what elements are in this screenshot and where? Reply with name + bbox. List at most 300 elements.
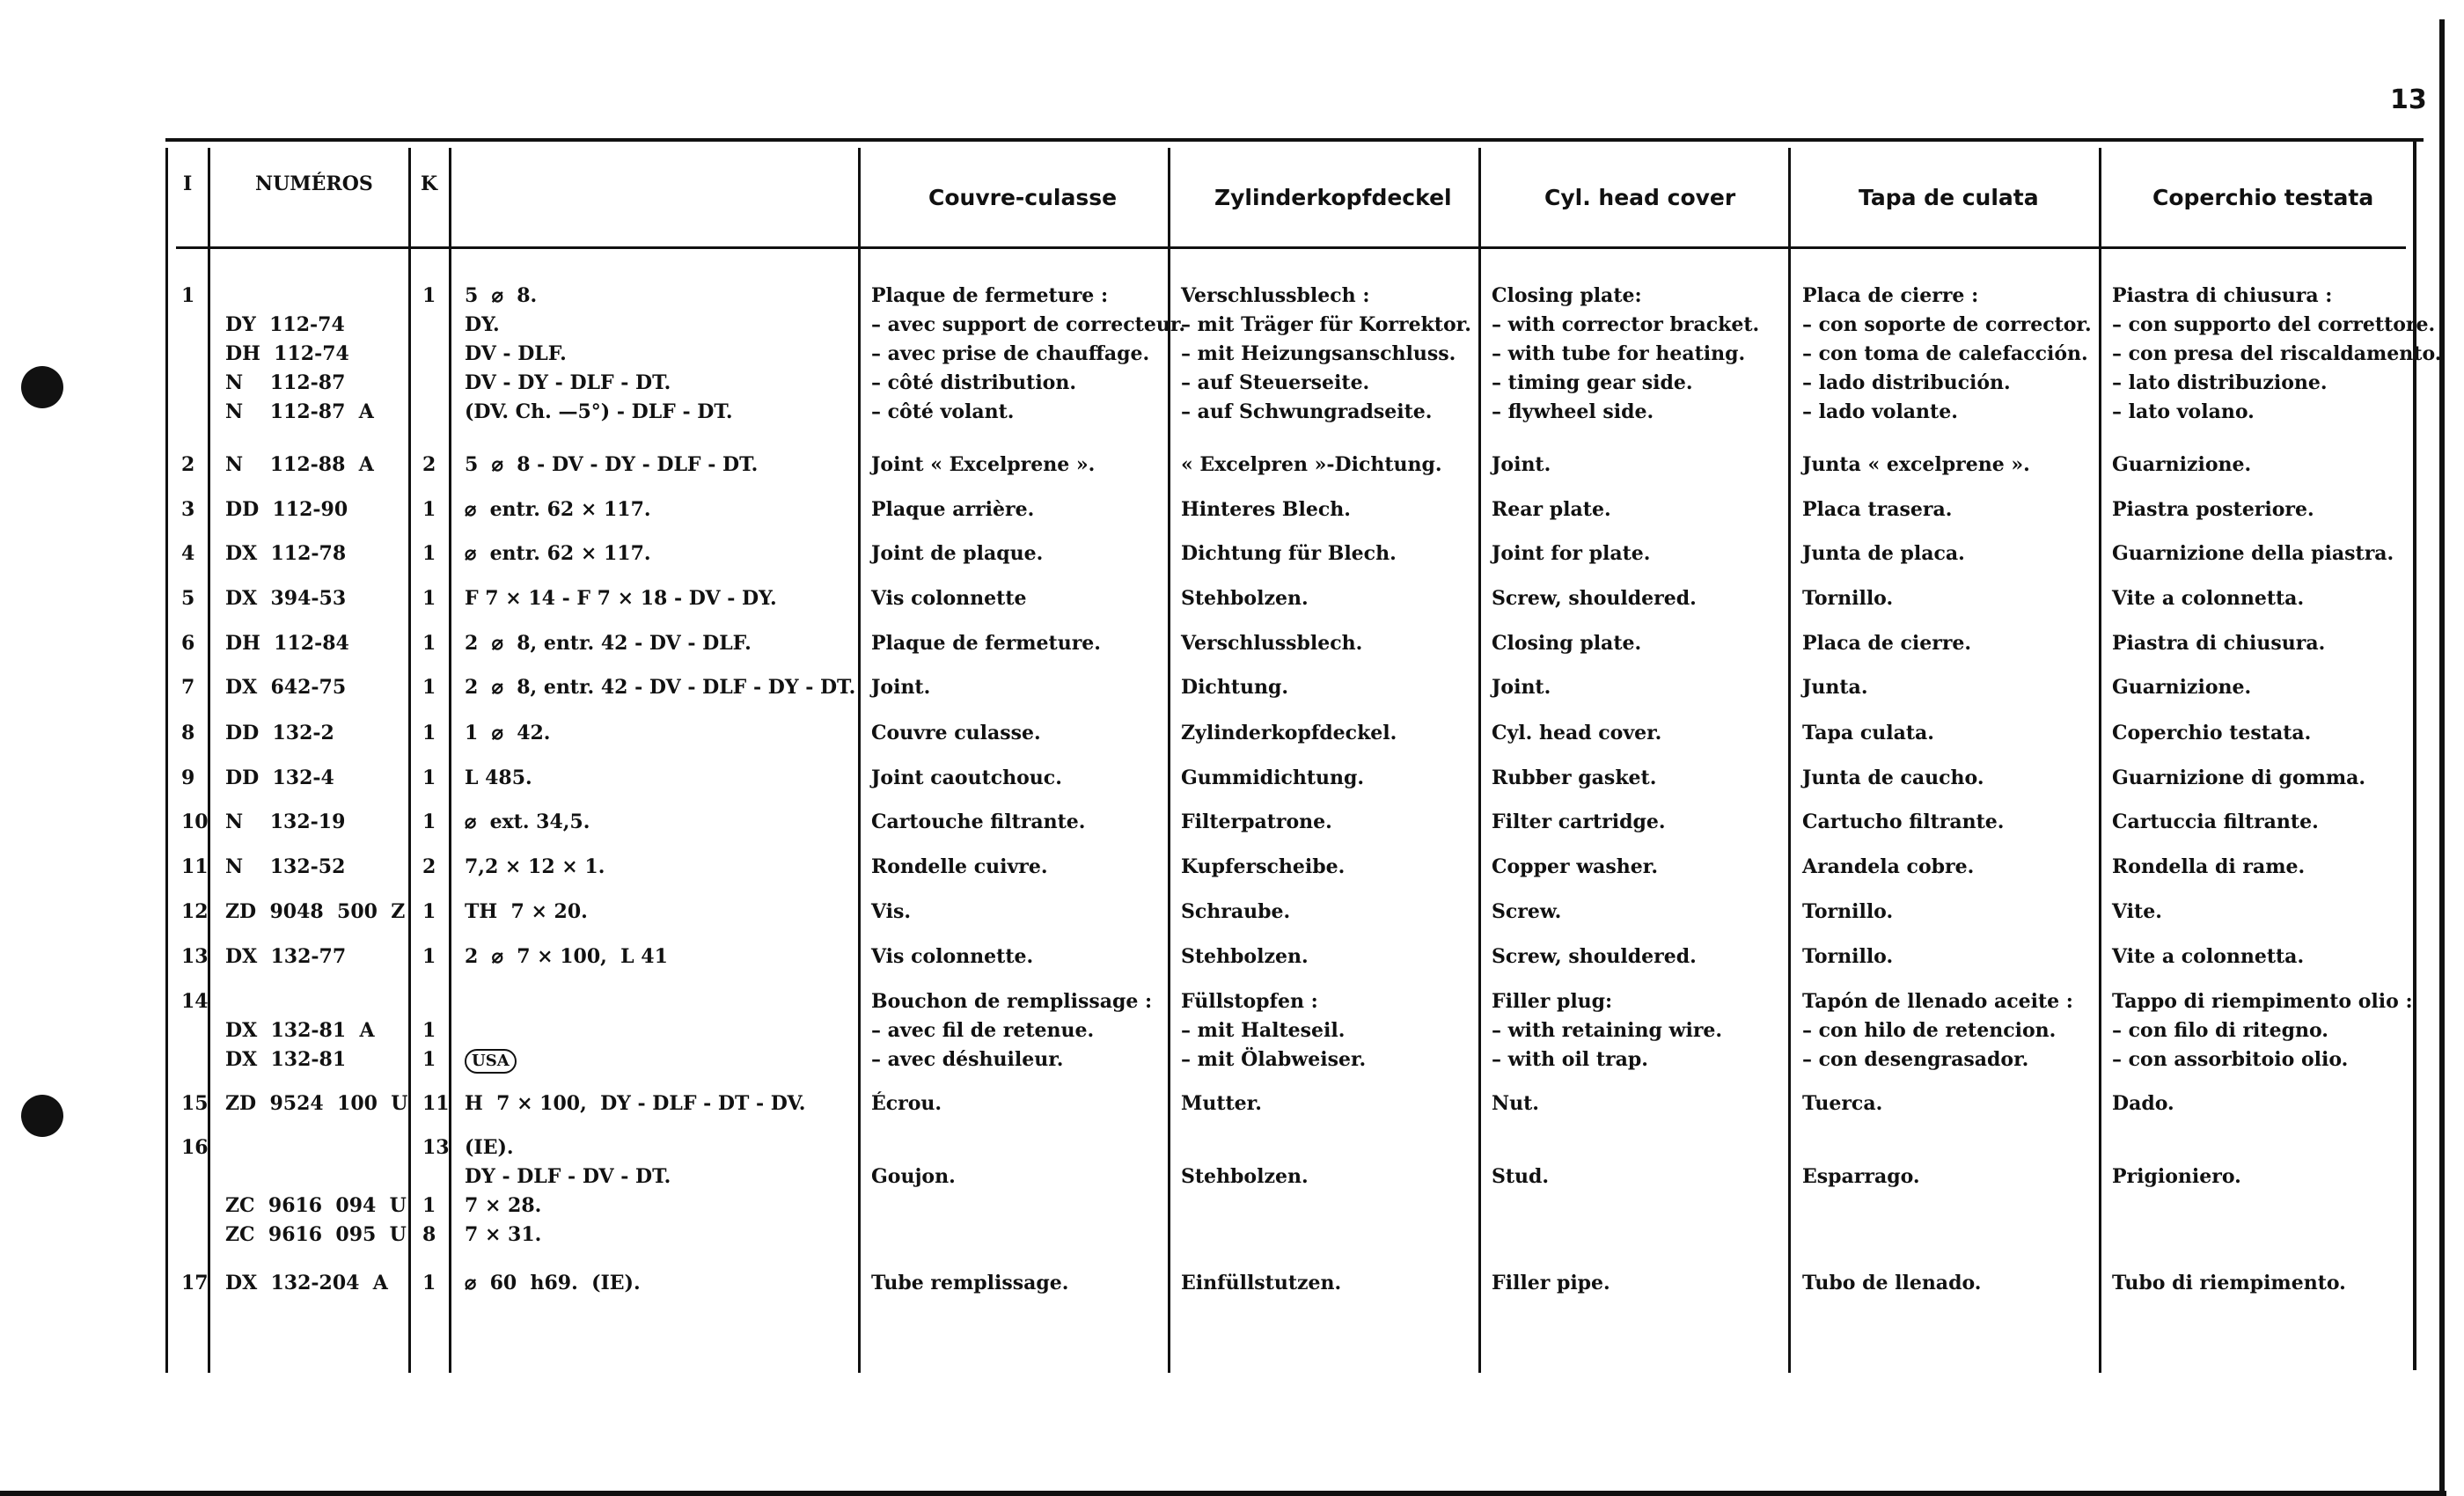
part-number-line: DX 132-204 A bbox=[225, 1272, 388, 1294]
description-german bbox=[1181, 673, 1288, 702]
row-index-line: 16 bbox=[181, 1136, 209, 1159]
column-rule bbox=[1788, 148, 1791, 1373]
header-spanish: Tapa de culata bbox=[1859, 185, 2039, 210]
description-spanish-line: Junta de placa. bbox=[1802, 542, 1965, 565]
page-edge-right bbox=[2439, 19, 2445, 1492]
description-french bbox=[871, 719, 1041, 748]
description-french bbox=[871, 808, 1085, 837]
part-number-line: DD 132-2 bbox=[225, 722, 334, 744]
description-english-line: Closing plate: bbox=[1492, 284, 1642, 307]
description-spanish bbox=[1802, 1269, 1981, 1298]
description-italian bbox=[2112, 539, 2394, 568]
row-index-line: 12 bbox=[181, 900, 209, 923]
row-index-line: 11 bbox=[181, 855, 209, 878]
specification bbox=[465, 495, 651, 524]
specification-line: 7 × 31. bbox=[465, 1223, 542, 1246]
description-english bbox=[1492, 764, 1656, 793]
description-italian bbox=[2112, 673, 2251, 702]
description-french-line: Tube remplissage. bbox=[871, 1272, 1069, 1294]
description-german-line: Mutter. bbox=[1181, 1092, 1262, 1115]
row-index bbox=[181, 282, 194, 311]
part-number-line: N 112-88 A bbox=[225, 453, 374, 476]
quantity-line: 2 bbox=[422, 855, 436, 878]
quantity-line: 1 bbox=[422, 1272, 436, 1294]
header-index: I bbox=[183, 172, 193, 195]
description-spanish bbox=[1802, 673, 1867, 702]
column-rule bbox=[858, 148, 861, 1373]
description-german-line: Gummidichtung. bbox=[1181, 766, 1365, 789]
quantity bbox=[422, 853, 436, 882]
quantity bbox=[422, 1269, 436, 1298]
specification bbox=[465, 808, 590, 837]
description-german-line: Füllstopfen : bbox=[1181, 990, 1318, 1013]
part-number-line bbox=[225, 987, 375, 1016]
description-german-line: Stehbolzen. bbox=[1181, 1165, 1309, 1188]
specification-line: 5 ⌀ 8. bbox=[465, 284, 538, 307]
header-numeros: NUMÉROS bbox=[255, 172, 373, 195]
description-german-line: Zylinderkopfdeckel. bbox=[1181, 722, 1397, 744]
part-number-line: DH 112-84 bbox=[225, 632, 349, 655]
description-french bbox=[871, 764, 1062, 793]
description-german bbox=[1181, 451, 1442, 480]
description-french bbox=[871, 1089, 942, 1118]
description-english-line: – with oil trap. bbox=[1492, 1048, 1648, 1071]
quantity-line: 1 bbox=[422, 810, 436, 833]
table-left-border bbox=[165, 148, 168, 1373]
description-spanish bbox=[1802, 853, 1974, 882]
specification bbox=[465, 673, 855, 702]
description-italian-line: Rondella di rame. bbox=[2112, 855, 2306, 878]
description-german bbox=[1181, 987, 1366, 1074]
description-english bbox=[1492, 629, 1641, 658]
header-english: Cyl. head cover bbox=[1544, 185, 1736, 210]
column-rule bbox=[208, 148, 210, 1373]
description-french bbox=[871, 584, 1027, 613]
description-french bbox=[871, 942, 1033, 972]
part-number-line bbox=[225, 282, 374, 311]
row-index-line: 10 bbox=[181, 810, 209, 833]
description-english bbox=[1492, 987, 1722, 1074]
description-english-line: Filler plug: bbox=[1492, 990, 1613, 1013]
description-spanish-line: Placa trasera. bbox=[1802, 498, 1953, 521]
quantity-line: 1 bbox=[422, 587, 436, 610]
description-spanish bbox=[1802, 808, 2004, 837]
description-english-line: Stud. bbox=[1492, 1165, 1550, 1188]
part-number bbox=[225, 853, 345, 882]
description-german-line: « Excelpren »-Dichtung. bbox=[1181, 453, 1442, 476]
part-number-line: DX 132-77 bbox=[225, 945, 347, 968]
description-french-line: Vis colonnette bbox=[871, 587, 1027, 610]
description-italian-line: Guarnizione di gomma. bbox=[2112, 766, 2366, 789]
description-italian bbox=[2112, 808, 2319, 837]
description-spanish-line: Junta de caucho. bbox=[1802, 766, 1984, 789]
description-english bbox=[1492, 495, 1611, 524]
description-english bbox=[1492, 539, 1650, 568]
part-number-line: N 132-19 bbox=[225, 810, 346, 833]
description-french-line: Vis. bbox=[871, 900, 912, 923]
row-index bbox=[181, 898, 209, 927]
table-top-border bbox=[165, 138, 2424, 142]
description-german-line: Dichtung für Blech. bbox=[1181, 542, 1397, 565]
part-number bbox=[225, 898, 405, 927]
specification-line bbox=[465, 987, 517, 1016]
specification-line: (IE). bbox=[465, 1136, 514, 1159]
part-number-line: ZD 9524 100 U bbox=[225, 1092, 408, 1115]
description-spanish-line: Junta. bbox=[1802, 676, 1868, 699]
column-rule bbox=[408, 148, 411, 1373]
description-french bbox=[871, 539, 1043, 568]
quantity bbox=[422, 942, 436, 972]
part-number bbox=[225, 584, 346, 613]
quantity bbox=[422, 282, 436, 311]
description-german bbox=[1181, 808, 1332, 837]
row-index-line: 6 bbox=[181, 632, 195, 655]
description-italian bbox=[2112, 282, 2441, 427]
description-spanish bbox=[1802, 539, 1965, 568]
quantity-line: 1 bbox=[422, 722, 436, 744]
description-english-line: Closing plate. bbox=[1492, 632, 1642, 655]
specification-line: ⌀ entr. 62 × 117. bbox=[465, 542, 651, 565]
part-number-line: ZD 9048 500 Z bbox=[225, 900, 406, 923]
part-number-line: DX 112-78 bbox=[225, 542, 347, 565]
specification-line: 2 ⌀ 8, entr. 42 - DV - DLF. bbox=[465, 632, 752, 655]
row-index-line: 7 bbox=[181, 676, 195, 699]
description-french bbox=[871, 673, 930, 702]
description-spanish bbox=[1802, 1133, 1920, 1192]
row-index-line: 5 bbox=[181, 587, 195, 610]
row-index bbox=[181, 1133, 209, 1162]
header-k: K bbox=[421, 172, 438, 195]
description-english bbox=[1492, 1133, 1549, 1192]
description-italian bbox=[2112, 719, 2311, 748]
description-english bbox=[1492, 853, 1658, 882]
row-index bbox=[181, 673, 194, 702]
part-number bbox=[225, 282, 374, 427]
usa-badge: USA bbox=[465, 1049, 517, 1074]
row-index-line: 2 bbox=[181, 453, 195, 476]
description-french-line: Bouchon de remplissage : bbox=[871, 990, 1153, 1013]
part-number bbox=[225, 987, 375, 1074]
description-english bbox=[1492, 808, 1666, 837]
description-english-line: Rear plate. bbox=[1492, 498, 1611, 521]
row-index bbox=[181, 1089, 209, 1118]
description-italian-line: Piastra posteriore. bbox=[2112, 498, 2314, 521]
quantity-line: 1 bbox=[422, 676, 436, 699]
description-french-line: Joint. bbox=[871, 676, 931, 699]
description-english-line: – flywheel side. bbox=[1492, 400, 1654, 423]
row-index-line: 4 bbox=[181, 542, 195, 565]
description-italian-line: Tappo di riempimento olio : bbox=[2112, 990, 2413, 1013]
description-german bbox=[1181, 853, 1345, 882]
description-spanish bbox=[1802, 898, 1893, 927]
specification-line: ⌀ entr. 62 × 117. bbox=[465, 498, 651, 521]
description-spanish-line: Tornillo. bbox=[1802, 900, 1894, 923]
part-number bbox=[225, 539, 346, 568]
part-number bbox=[225, 495, 348, 524]
part-number bbox=[225, 1133, 407, 1250]
description-german bbox=[1181, 1089, 1262, 1118]
description-french bbox=[871, 853, 1047, 882]
description-italian bbox=[2112, 1089, 2174, 1118]
description-italian-line: – lato volano. bbox=[2112, 400, 2255, 423]
description-german-line: Stehbolzen. bbox=[1181, 945, 1309, 968]
quantity-line: 1 bbox=[422, 945, 436, 968]
description-italian-line: Dado. bbox=[2112, 1092, 2174, 1115]
part-number bbox=[225, 1089, 407, 1118]
quantity-line: 1 bbox=[422, 284, 436, 307]
description-german bbox=[1181, 719, 1397, 748]
specification bbox=[465, 1089, 805, 1118]
description-english bbox=[1492, 584, 1697, 613]
part-number-line: DY 112-74 bbox=[225, 313, 345, 336]
page-number: 13 bbox=[2390, 84, 2427, 115]
description-italian-line: Vite. bbox=[2112, 900, 2162, 923]
specification-line: 7,2 × 12 × 1. bbox=[465, 855, 605, 878]
part-number bbox=[225, 719, 334, 748]
specification-line: H 7 × 100, DY - DLF - DT - DV. bbox=[465, 1092, 806, 1115]
description-italian bbox=[2112, 987, 2413, 1074]
description-spanish-line: Tubo de llenado. bbox=[1802, 1272, 1982, 1294]
description-spanish-line: Tapón de llenado aceite : bbox=[1802, 990, 2073, 1013]
description-french-line: Joint caoutchouc. bbox=[871, 766, 1062, 789]
row-index bbox=[181, 1269, 209, 1298]
description-german bbox=[1181, 942, 1309, 972]
quantity-line: 1 bbox=[422, 498, 436, 521]
description-english bbox=[1492, 898, 1561, 927]
specification-line: DV - DY - DLF - DT. bbox=[465, 371, 671, 394]
description-italian-line: Prigioniero. bbox=[2112, 1165, 2241, 1188]
quantity bbox=[422, 673, 436, 702]
description-italian-line: Vite a colonnetta. bbox=[2112, 587, 2305, 610]
quantity bbox=[422, 451, 436, 480]
description-german-line: Kupferscheibe. bbox=[1181, 855, 1346, 878]
part-number-line: DX 642-75 bbox=[225, 676, 347, 699]
part-number-line bbox=[225, 1162, 407, 1192]
description-french-line: – côté distribution. bbox=[871, 371, 1077, 394]
page-edge-bottom bbox=[0, 1491, 2446, 1496]
description-french-line: Cartouche filtrante. bbox=[871, 810, 1086, 833]
description-french bbox=[871, 898, 911, 927]
description-italian-line: Guarnizione. bbox=[2112, 676, 2252, 699]
quantity bbox=[422, 898, 436, 927]
description-spanish bbox=[1802, 719, 1934, 748]
binder-hole-bottom bbox=[21, 1095, 63, 1137]
description-german-line: Verschlussblech. bbox=[1181, 632, 1363, 655]
description-german-line: Einfüllstutzen. bbox=[1181, 1272, 1342, 1294]
description-french bbox=[871, 451, 1095, 480]
description-spanish-line: Tornillo. bbox=[1802, 587, 1894, 610]
description-french-line: Vis colonnette. bbox=[871, 945, 1034, 968]
quantity-line: 1 bbox=[422, 766, 436, 789]
description-italian-line: Cartuccia filtrante. bbox=[2112, 810, 2319, 833]
description-german-line: Stehbolzen. bbox=[1181, 587, 1309, 610]
row-index-line: 8 bbox=[181, 722, 195, 744]
quantity bbox=[422, 1089, 450, 1118]
quantity-line: 1 bbox=[422, 632, 436, 655]
description-spanish bbox=[1802, 987, 2073, 1074]
description-spanish-line: – lado distribución. bbox=[1802, 371, 2011, 394]
description-english-line: Joint. bbox=[1492, 453, 1551, 476]
description-english-line: Rubber gasket. bbox=[1492, 766, 1657, 789]
row-index bbox=[181, 539, 194, 568]
description-italian-line: Piastra di chiusura : bbox=[2112, 284, 2333, 307]
part-number-line: ZC 9616 095 U bbox=[225, 1223, 407, 1246]
specification-line bbox=[465, 1016, 517, 1045]
quantity bbox=[422, 629, 436, 658]
part-number bbox=[225, 451, 374, 480]
description-french-line bbox=[871, 1133, 956, 1162]
row-index bbox=[181, 719, 194, 748]
part-number-line: DX 132-81 A bbox=[225, 1019, 375, 1042]
description-spanish-line: – con soporte de corrector. bbox=[1802, 313, 2092, 336]
row-index-line: 1 bbox=[181, 284, 195, 307]
description-spanish bbox=[1802, 764, 1984, 793]
row-index-line: 13 bbox=[181, 945, 209, 968]
quantity bbox=[422, 584, 436, 613]
description-english bbox=[1492, 1269, 1610, 1298]
description-french-line: – avec fil de retenue. bbox=[871, 1019, 1095, 1042]
row-index bbox=[181, 987, 209, 1016]
specification-line: 2 ⌀ 8, entr. 42 - DV - DLF - DY - DT. bbox=[465, 676, 856, 699]
description-german bbox=[1181, 539, 1397, 568]
description-italian bbox=[2112, 584, 2304, 613]
description-german-line: – auf Schwungradseite. bbox=[1181, 400, 1433, 423]
description-french-line: Joint « Excelprene ». bbox=[871, 453, 1096, 476]
description-french bbox=[871, 282, 1185, 427]
row-index bbox=[181, 451, 194, 480]
description-german-line: Hinteres Blech. bbox=[1181, 498, 1351, 521]
specification bbox=[465, 764, 532, 793]
description-english-line: – with tube for heating. bbox=[1492, 342, 1746, 365]
quantity-line: 1 bbox=[422, 542, 436, 565]
description-spanish-line: Tapa culata. bbox=[1802, 722, 1934, 744]
description-spanish bbox=[1802, 495, 1952, 524]
quantity bbox=[422, 495, 436, 524]
description-spanish bbox=[1802, 942, 1893, 972]
description-italian-line: Guarnizione della piastra. bbox=[2112, 542, 2394, 565]
description-english-line: Joint. bbox=[1492, 676, 1551, 699]
specification-line: 5 ⌀ 8 - DV - DY - DLF - DT. bbox=[465, 453, 759, 476]
description-italian-line: – con filo di ritegno. bbox=[2112, 1019, 2328, 1042]
header-italian: Coperchio testata bbox=[2152, 185, 2374, 210]
part-number-line: N 132-52 bbox=[225, 855, 346, 878]
description-german-line: – mit Halteseil. bbox=[1181, 1019, 1346, 1042]
quantity bbox=[422, 1133, 450, 1250]
specification bbox=[465, 1269, 641, 1298]
quantity bbox=[422, 987, 436, 1074]
description-italian-line bbox=[2112, 1133, 2241, 1162]
description-german-line: Verschlussblech : bbox=[1181, 284, 1370, 307]
quantity-line bbox=[422, 987, 436, 1016]
quantity-line: 1 bbox=[422, 1048, 436, 1071]
description-french-line: Couvre culasse. bbox=[871, 722, 1041, 744]
description-spanish-line: – con toma de calefacción. bbox=[1802, 342, 2088, 365]
description-french-line: Goujon. bbox=[871, 1165, 956, 1188]
description-german bbox=[1181, 629, 1362, 658]
part-number-line: DX 132-81 bbox=[225, 1048, 347, 1071]
part-number bbox=[225, 942, 346, 972]
description-italian-line: – con assorbitoio olio. bbox=[2112, 1048, 2349, 1071]
description-english-line: Nut. bbox=[1492, 1092, 1539, 1115]
description-italian-line: Coperchio testata. bbox=[2112, 722, 2312, 744]
specification-line: ⌀ 60 h69. (IE). bbox=[465, 1272, 641, 1294]
description-italian bbox=[2112, 1269, 2346, 1298]
description-german bbox=[1181, 764, 1364, 793]
description-german bbox=[1181, 1269, 1341, 1298]
quantity-line: 8 bbox=[422, 1223, 436, 1246]
description-spanish-line: Placa de cierre : bbox=[1802, 284, 1979, 307]
description-german-line: – auf Steuerseite. bbox=[1181, 371, 1370, 394]
part-number bbox=[225, 808, 345, 837]
description-spanish-line: Junta « excelprene ». bbox=[1802, 453, 2030, 476]
description-spanish bbox=[1802, 584, 1893, 613]
part-number bbox=[225, 764, 334, 793]
part-number-line: DD 132-4 bbox=[225, 766, 334, 789]
row-index bbox=[181, 808, 209, 837]
quantity-line bbox=[422, 1162, 450, 1192]
description-spanish bbox=[1802, 282, 2092, 427]
quantity-line: 1 bbox=[422, 1194, 436, 1217]
description-italian bbox=[2112, 629, 2325, 658]
description-english-line: Screw, shouldered. bbox=[1492, 587, 1697, 610]
description-english-line: – with corrector bracket. bbox=[1492, 313, 1760, 336]
row-index-line: 3 bbox=[181, 498, 195, 521]
description-french-line: Plaque de fermeture. bbox=[871, 632, 1101, 655]
description-english-line: – timing gear side. bbox=[1492, 371, 1693, 394]
description-french bbox=[871, 987, 1152, 1074]
specification-line: F 7 × 14 - F 7 × 18 - DV - DY. bbox=[465, 587, 777, 610]
description-italian bbox=[2112, 942, 2304, 972]
description-english-line: Joint for plate. bbox=[1492, 542, 1651, 565]
specification bbox=[465, 282, 733, 427]
column-rule bbox=[1478, 148, 1481, 1373]
description-spanish-line: Tornillo. bbox=[1802, 945, 1894, 968]
column-rule bbox=[2099, 148, 2101, 1373]
description-english-line: Filler pipe. bbox=[1492, 1272, 1610, 1294]
description-italian bbox=[2112, 451, 2251, 480]
part-number bbox=[225, 629, 349, 658]
description-english-line: Screw, shouldered. bbox=[1492, 945, 1697, 968]
description-spanish-line: – con hilo de retencion. bbox=[1802, 1019, 2057, 1042]
description-italian-line: – lato distribuzione. bbox=[2112, 371, 2328, 394]
description-french-line: Plaque arrière. bbox=[871, 498, 1035, 521]
specification bbox=[465, 942, 668, 972]
description-english-line: Screw. bbox=[1492, 900, 1562, 923]
description-german-line: Filterpatrone. bbox=[1181, 810, 1332, 833]
description-german bbox=[1181, 584, 1309, 613]
specification bbox=[465, 629, 752, 658]
description-italian-line: Tubo di riempimento. bbox=[2112, 1272, 2346, 1294]
description-italian bbox=[2112, 853, 2305, 882]
part-number-line: DX 394-53 bbox=[225, 587, 347, 610]
description-german-line: Dichtung. bbox=[1181, 676, 1289, 699]
description-french-line: Rondelle cuivre. bbox=[871, 855, 1048, 878]
description-spanish-line: – lado volante. bbox=[1802, 400, 1958, 423]
description-english bbox=[1492, 1089, 1539, 1118]
specification-line: TH 7 × 20. bbox=[465, 900, 588, 923]
row-index bbox=[181, 853, 209, 882]
row-index bbox=[181, 629, 194, 658]
specification bbox=[465, 898, 588, 927]
quantity-line: 1 bbox=[422, 900, 436, 923]
description-german bbox=[1181, 1133, 1309, 1192]
specification bbox=[465, 539, 651, 568]
description-english-line: – with retaining wire. bbox=[1492, 1019, 1723, 1042]
specification bbox=[465, 719, 550, 748]
header-french: Couvre-culasse bbox=[928, 185, 1118, 210]
quantity-line: 1 bbox=[422, 1019, 436, 1042]
description-french-line: – avec prise de chauffage. bbox=[871, 342, 1150, 365]
